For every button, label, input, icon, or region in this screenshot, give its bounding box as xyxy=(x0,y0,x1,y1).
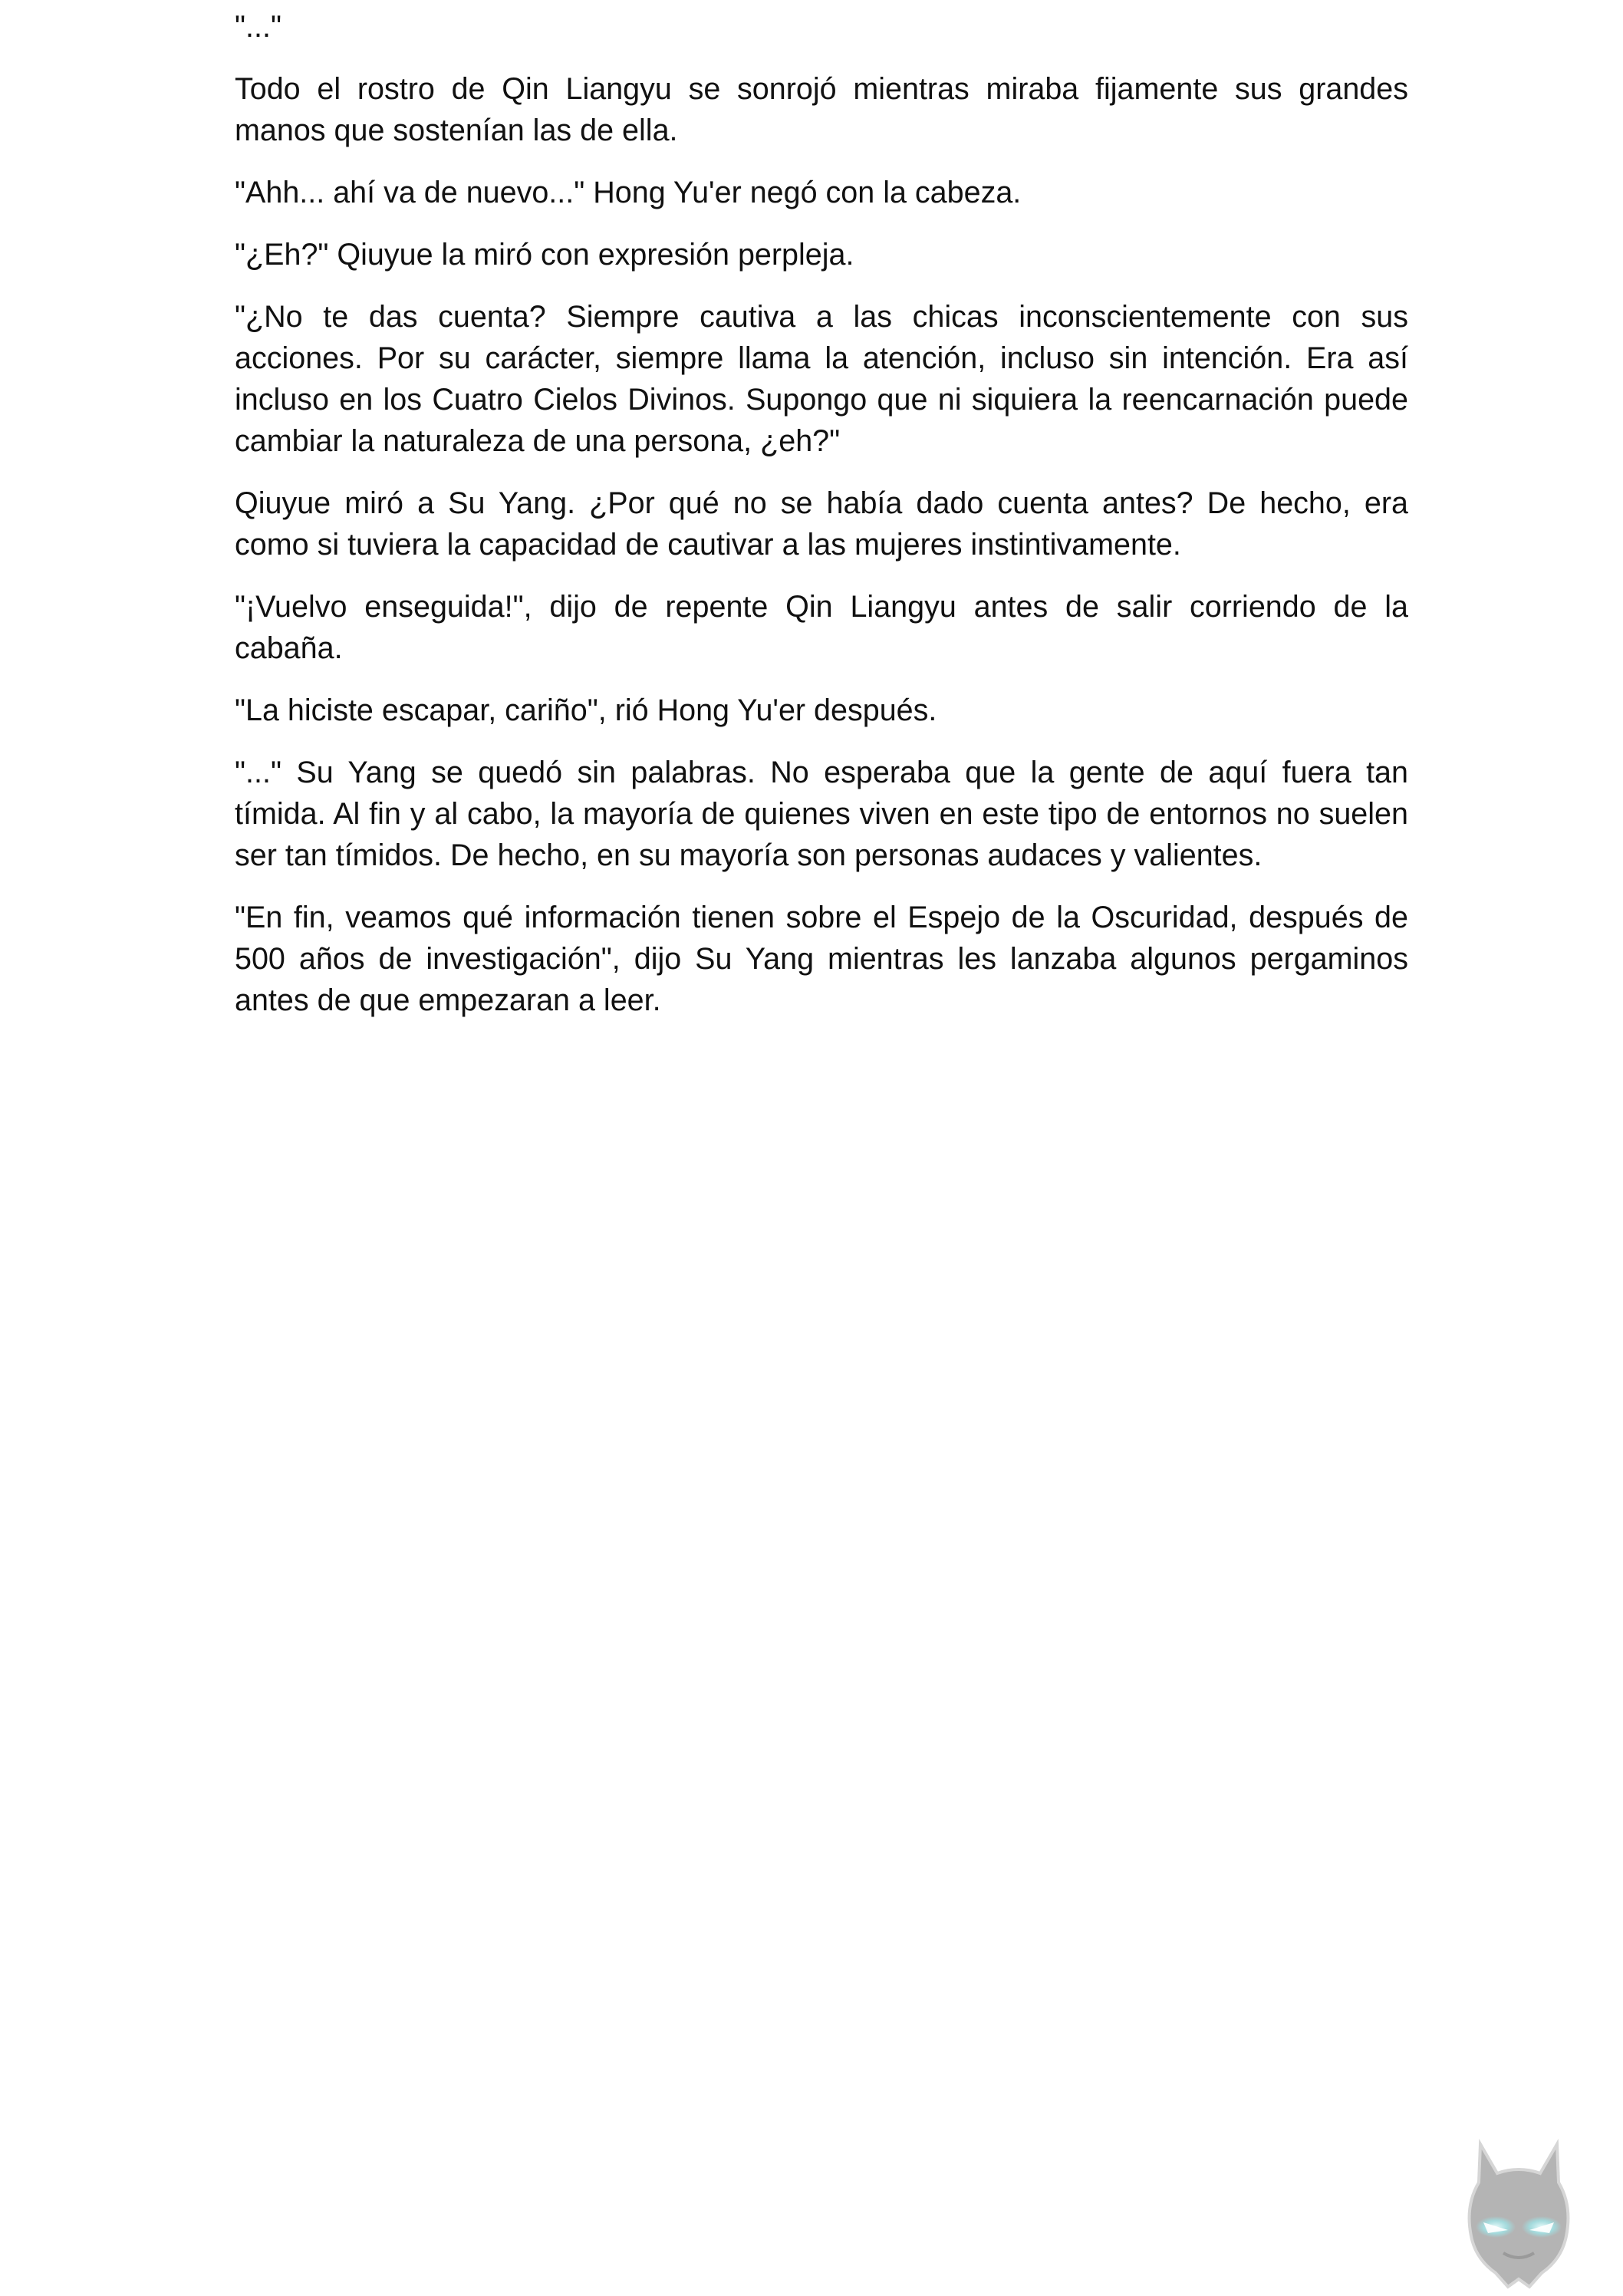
paragraph-4: "¿Eh?" Qiuyue la miró con expresión perpleja. xyxy=(235,238,854,272)
paragraph-6: Qiuyue miró a Su Yang. ¿Por qué no se había dado cuenta antes? De hecho, era como si tuviera la capacidad de cautivar a las mujeres instintivamente. xyxy=(235,486,1408,562)
paragraph-9: "..." Su Yang se quedó sin palabras. No esperaba que la gente de aquí fuera tan tímida. Al fin y al cabo, la mayoría de quienes viven en este tipo de entornos no suelen ser tan tímidos. De hecho, en su mayoría son personas audaces y valientes. xyxy=(235,756,1408,872)
demon-head-shape xyxy=(1470,2144,1569,2287)
paragraph-8: "La hiciste escapar, cariño", rió Hong Yu'er después. xyxy=(235,693,937,727)
demon-head-icon xyxy=(1450,2136,1588,2290)
paragraph-2: Todo el rostro de Qin Liangyu se sonrojó mientras miraba fijamente sus grandes manos que sostenían las de ella. xyxy=(235,72,1408,147)
document-page xyxy=(235,0,1408,1042)
paragraph-7: "¡Vuelvo enseguida!", dijo de repente Qin Liangyu antes de salir corriendo de la cabaña. xyxy=(235,590,1408,665)
paragraph-10: "En fin, veamos qué información tienen sobre el Espejo de la Oscuridad, después de 500 años de investigación", dijo Su Yang mientras les lanzaba algunos pergaminos antes de que empezaran a leer. xyxy=(235,901,1408,1017)
paragraph-1: "..." xyxy=(235,10,281,44)
paragraph-3: "Ahh... ahí va de nuevo..." Hong Yu'er negó con la cabeza. xyxy=(235,176,1022,209)
paragraph-5: "¿No te das cuenta? Siempre cautiva a las chicas inconscientemente con sus acciones. Por su carácter, siempre llama la atención, incluso sin intención. Era así incluso en los Cuatro Cielos Divinos. Supongo que ni siquiera la reencarnación puede cambiar la naturaleza de una persona, ¿eh?" xyxy=(235,300,1408,458)
